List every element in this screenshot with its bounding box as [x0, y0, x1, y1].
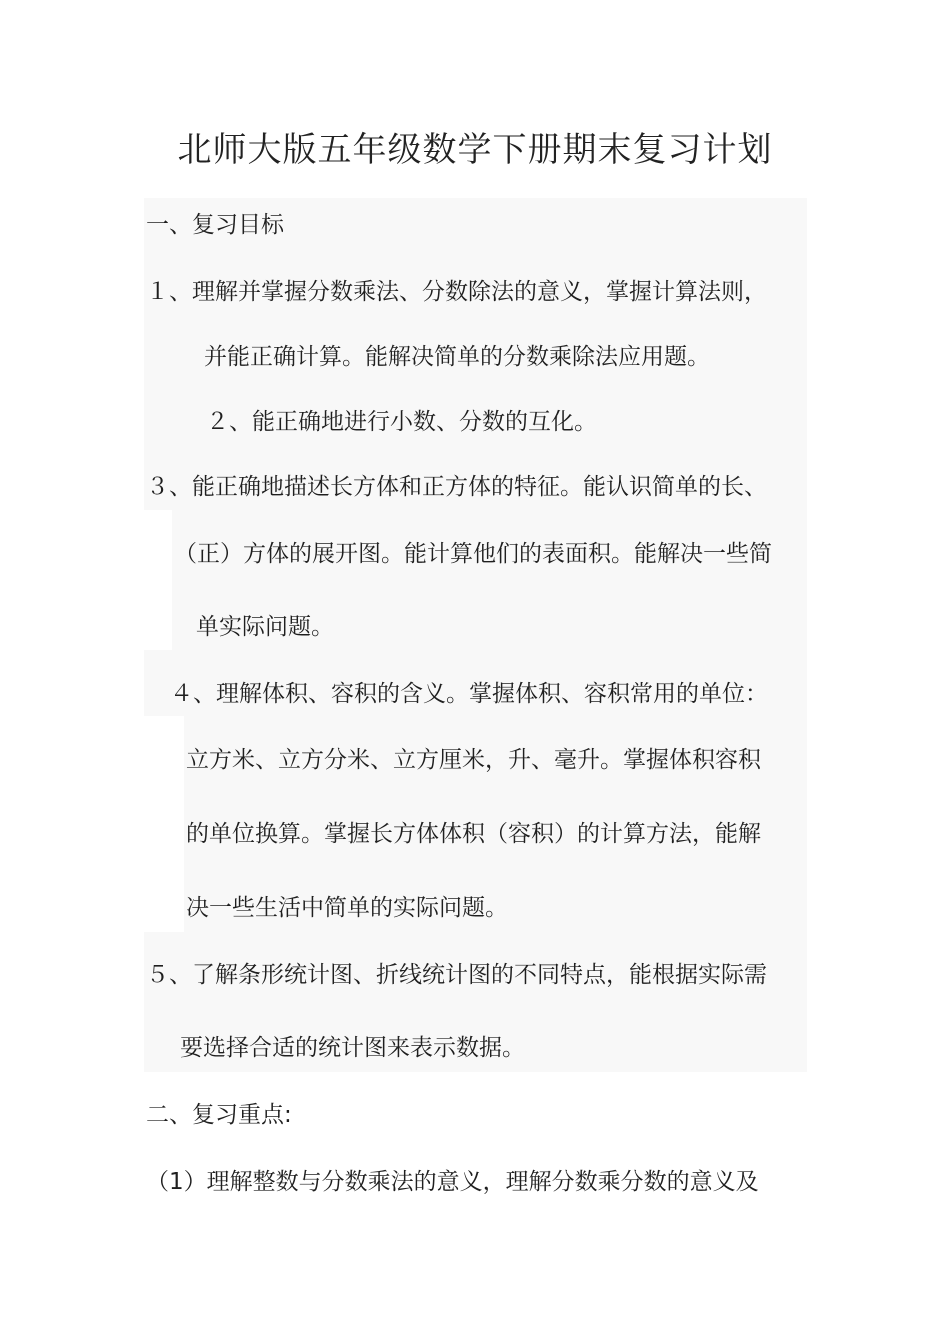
goal-3-line-2: （正）方体的展开图。能计算他们的表面积。能解决一些简 [174, 541, 772, 567]
goal-5-line-1: ５、了解条形统计图、折线统计图的不同特点，能根据实际需 [146, 962, 767, 988]
document-title: 北师大版五年级数学下册期末复习计划 [177, 130, 773, 170]
section-heading-goals: 一、复习目标 [146, 212, 284, 238]
section-heading-key-points: 二、复习重点: [146, 1102, 292, 1128]
goal-4-line-2: 立方米、立方分米、立方厘米，升、毫升。掌握体积容积 [186, 747, 761, 773]
goal-4-line-3: 的单位换算。掌握长方体体积（容积）的计算方法，能解 [186, 821, 761, 847]
goal-1-line-2: 并能正确计算。能解决简单的分数乘除法应用题。 [204, 344, 710, 370]
goal-3-line-1: ３、能正确地描述长方体和正方体的特征。能认识简单的长、 [146, 474, 767, 500]
key-point-1-line-1: （1）理解整数与分数乘法的意义，理解分数乘分数的意义及 [146, 1169, 759, 1195]
goal-1-line-1: １、理解并掌握分数乘法、分数除法的意义，掌握计算法则， [146, 279, 767, 305]
goal-4-line-1: ４、理解体积、容积的含义。掌握体积、容积常用的单位： [170, 681, 768, 707]
goal-3-line-3: 单实际问题。 [196, 614, 334, 640]
goal-4-line-4: 决一些生活中简单的实际问题。 [186, 895, 508, 921]
goal-5-line-2: 要选择合适的统计图来表示数据。 [180, 1035, 525, 1061]
goal-2-line-1: ２、能正确地进行小数、分数的互化。 [206, 409, 597, 435]
